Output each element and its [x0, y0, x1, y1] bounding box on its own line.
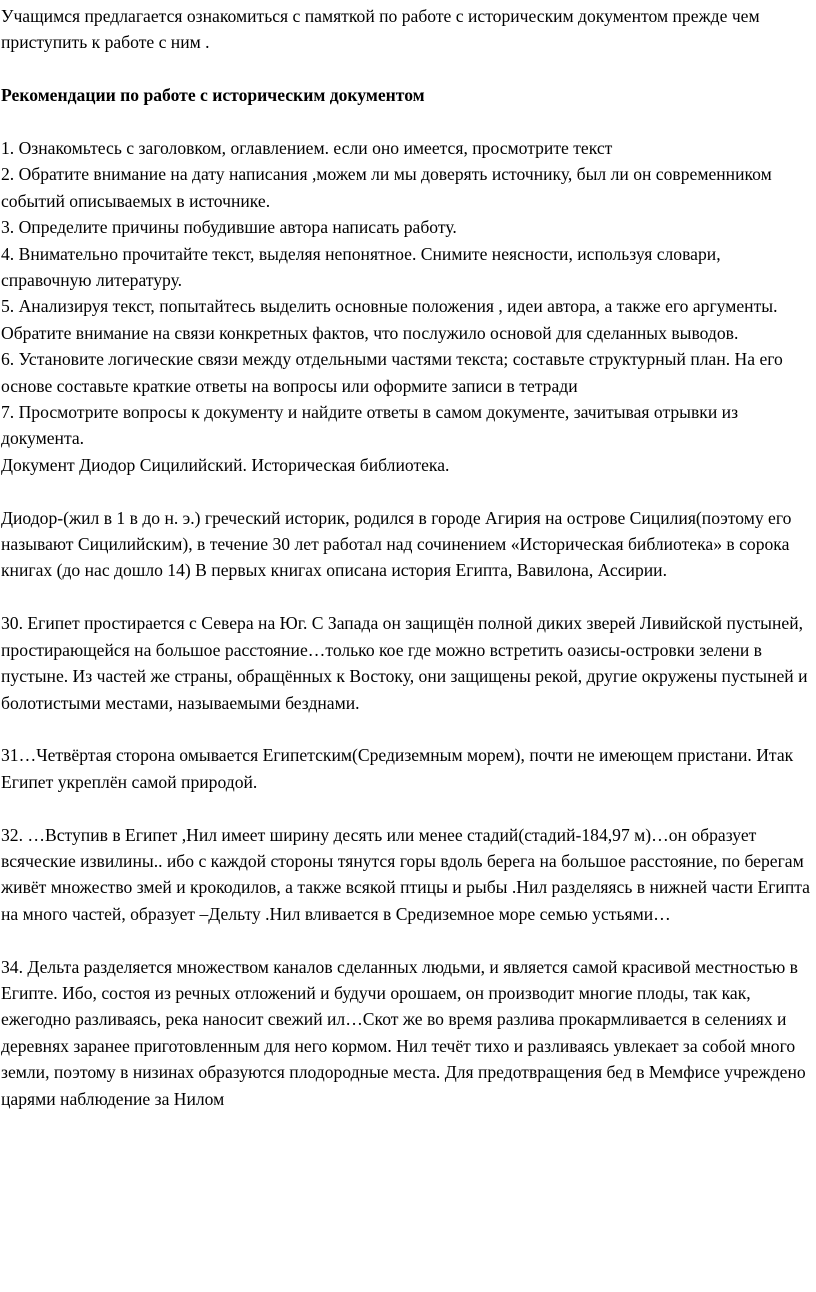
- step-1: 1. Ознакомьтесь с заголовком, оглавлением. если оно имеется, просмотрите текст: [1, 138, 613, 158]
- step-4: 4. Внимательно прочитайте текст, выделяя непонятное. Снимите неясности, используя словари, справочную литературу.: [1, 243, 721, 291]
- spacer: [1, 56, 812, 82]
- step-6: 6. Установите логические связи между отдельными частями текста; составьте структурный план. На его основе составьте краткие ответы на вопросы или оформите записи в тетради: [1, 349, 783, 396]
- spacer: [1, 478, 812, 504]
- excerpt-31: 31…Четвёртая сторона омывается Египетским(Средиземным морем), почти не имеющем пристани. Итак Египет укреплён самой природой.: [1, 745, 794, 792]
- spacer: [1, 109, 812, 135]
- step-3: 3. Определите причины побудившие автора написать работу.: [1, 217, 457, 238]
- spacer: [1, 795, 812, 821]
- spacer: [1, 716, 812, 742]
- step-7: 7. Просмотрите вопросы к документу и найдите ответы в самом документе, зачитывая отрывки из документа.: [1, 402, 739, 449]
- author-note: Диодор-(жил в 1 в до н. э.) греческий историк, родился в городе Агирия на острове Сицилия(поэтому его называют Сицилийским), в течение 30 лет работал над сочинением «Историческая библиотека» в сорока книгах (до нас дошло 14) В первых книгах описана история Египта, Вавилона, Ассирии.: [1, 507, 792, 581]
- spacer: [1, 584, 812, 610]
- document-title: Документ Диодор Сицилийский. Историческая библиотека.: [1, 454, 450, 475]
- excerpt-30: 30. Египет простирается с Севера на Юг. С Запада он защищён полной диких зверей Ливийской пустыней, простирающейся на большое расстояние…только кое где можно встретить оазисы-островки зелени в пустыне. Из частей же страны, обращённых к Востоку, они защищены рекой, другие окружены пустыней и болотистыми местами, называемыми безднами.: [1, 613, 808, 713]
- recommendations-heading: Рекомендации по работе с историческим документом: [1, 85, 425, 106]
- step-5: 5. Анализируя текст, попытайтесь выделить основные положения , идеи автора, а также его аргументы. Обратите внимание на связи конкретных фактов, что послужило основой для сделанных выводов.: [1, 296, 778, 343]
- step-2: 2. Обратите внимание на дату написания ,можем ли мы доверять источнику, был ли он современником событий описываемых в источнике.: [1, 164, 772, 211]
- excerpt-34: 34. Дельта разделяется множеством каналов сделанных людьми, и является самой красивой местностью в Египте. Ибо, состоя из речных отложений и будучи орошаем, он производит многие плоды, так как, ежегодно разливаясь, река наносит свежий ил…Скот же во время разлива прокармливается в селениях и деревнях заранее приготовленным для него кормом. Нил течёт тихо и разливаясь увлекает за собой много земли, поэтому в низинах образуются плодородные места. Для предотвращения бед в Мемфисе учреждено царями наблюдение за Нилом: [1, 956, 806, 1109]
- intro-text: Учащимся предлагается ознакомиться с памяткой по работе с историческим документом прежде чем приступить к работе с ним .: [1, 6, 760, 53]
- spacer: [1, 927, 812, 953]
- excerpt-32: 32. …Вступив в Египет ,Нил имеет ширину десять или менее стадий(стадий-184,97 м)…он образует всяческие извилины.. ибо с каждой стороны тянутся горы вдоль берега на большое расстояние, по берегам живёт множество змей и крокодилов, а также всякой птицы и рыбы .Нил разделяясь в нижней части Египта на много частей, образует –Дельту .Нил вливается в Средиземное море семью устьями…: [1, 824, 810, 924]
